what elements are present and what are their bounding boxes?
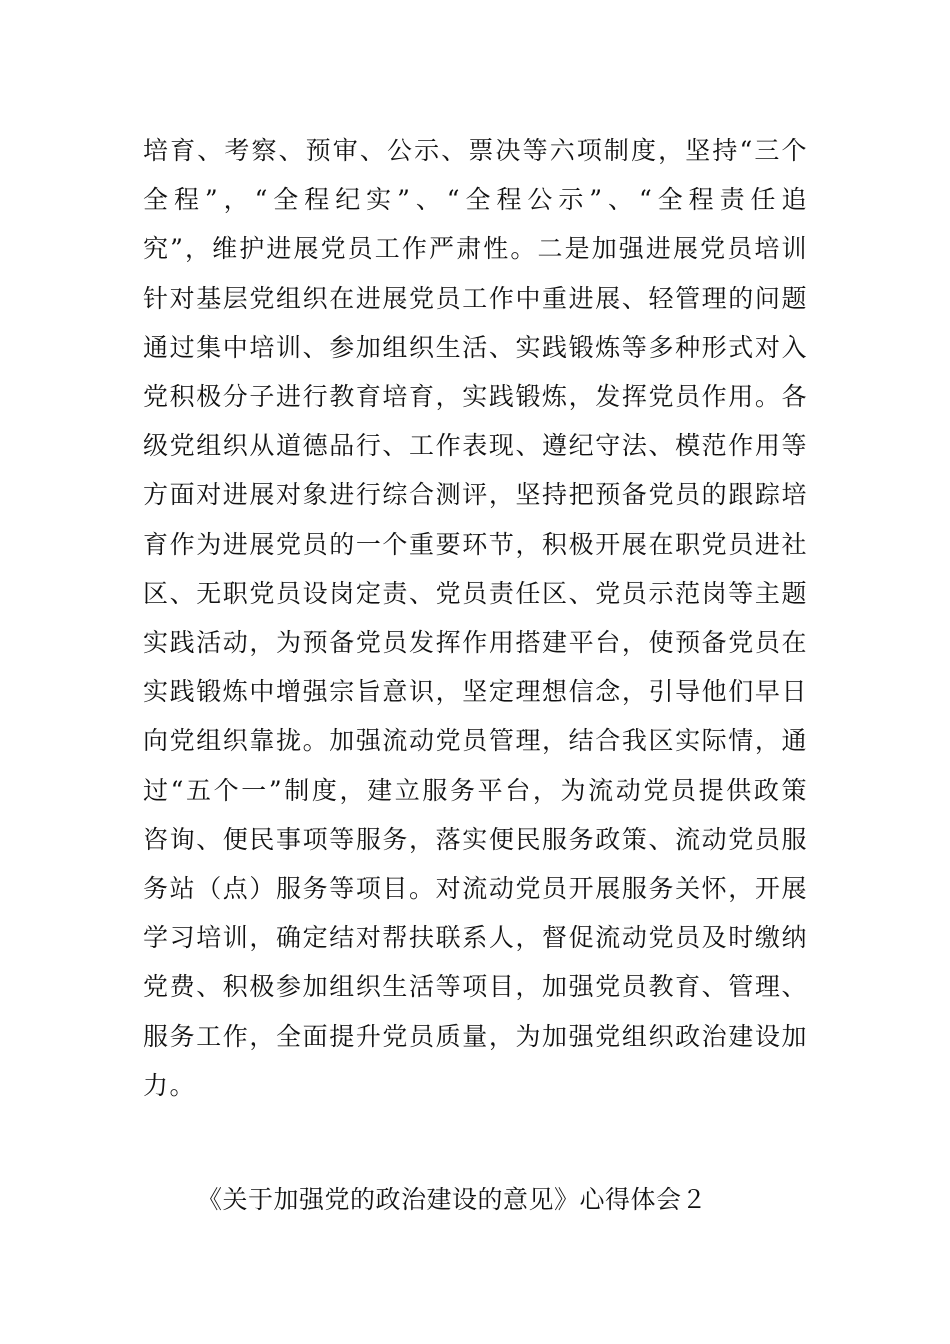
paragraph-line: 过“五个一”制度，建立服务平台，为流动党员提供政策 (143, 775, 808, 805)
body-paragraph (143, 126, 808, 1110)
paragraph-line: 方面对进展对象进行综合测评，坚持把预备党员的跟踪培 (143, 480, 808, 510)
paragraph-line: 咨询、便民事项等服务，落实便民服务政策、流动党员服 (143, 824, 808, 854)
paragraph-line: 务站（点）服务等项目。对流动党员开展服务关怀，开展 (143, 874, 808, 904)
paragraph-line: 通过集中培训、参加组织生活、实践锻炼等多种形式对入 (143, 332, 808, 362)
section-heading: 《关于加强党的政治建设的意见》心得体会２ (197, 1185, 708, 1214)
paragraph-line: 育作为进展党员的一个重要环节，积极开展在职党员进社 (143, 529, 808, 559)
paragraph-line: 培育、考察、预审、公示、票决等六项制度，坚持“三个 (143, 136, 808, 165)
paragraph-line: 党积极分子进行教育培育，实践锻炼，发挥党员作用。各 (143, 382, 808, 412)
paragraph-line: 实践锻炼中增强宗旨意识，坚定理想信念，引导他们早日 (143, 677, 808, 707)
paragraph-line: 服务工作，全面提升党员质量，为加强党组织政治建设加 (143, 1021, 808, 1051)
paragraph-line: 力。 (143, 1070, 197, 1100)
paragraph-line: 全程”，“全程纪实”、“全程公示”、“全程责任追 (143, 185, 808, 215)
paragraph-line: 向党组织靠拢。加强流动党员管理，结合我区实际情，通 (143, 726, 808, 756)
paragraph-line: 区、无职党员设岗定责、党员责任区、党员示范岗等主题 (143, 578, 808, 608)
paragraph-line: 学习培训，确定结对帮扶联系人，督促流动党员及时缴纳 (143, 923, 808, 953)
paragraph-line: 级党组织从道德品行、工作表现、遵纪守法、模范作用等 (143, 431, 808, 461)
paragraph-line: 实践活动，为预备党员发挥作用搭建平台，使预备党员在 (143, 628, 808, 658)
paragraph-line: 针对基层党组织在进展党员工作中重进展、轻管理的问题 (143, 283, 808, 313)
paragraph-line: 究”，维护进展党员工作严肃性。二是加强进展党员培训 (143, 234, 808, 264)
paragraph-line: 党费、积极参加组织生活等项目，加强党员教育、管理、 (143, 972, 808, 1002)
